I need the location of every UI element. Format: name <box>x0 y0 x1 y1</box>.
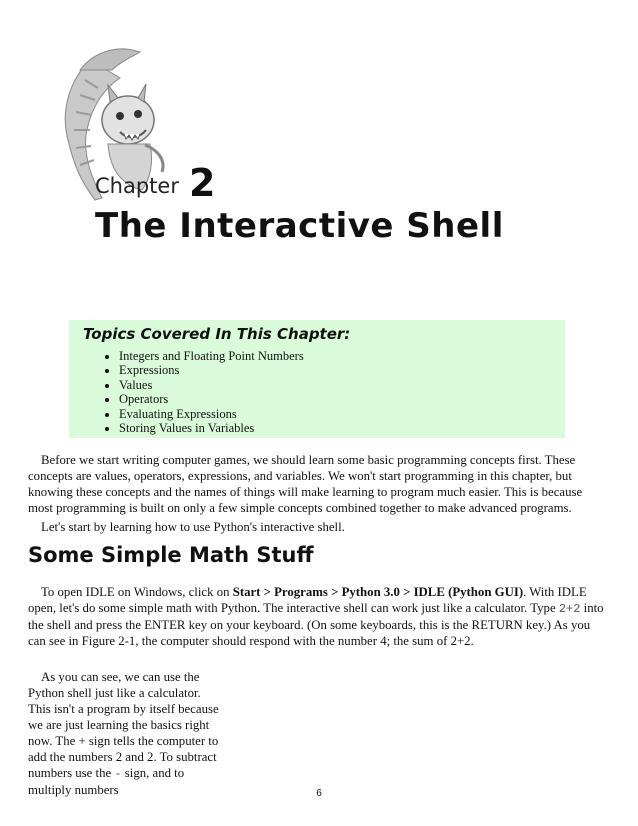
section-heading: Some Simple Math Stuff <box>28 543 314 567</box>
calculator-text-1: As you can see, we can use the Python shell just like a calculator. This isn't a program by itself because we are just learning the basics right now. The + sign tells the computer to add the numbers 2 and 2. To subtract numbers use the <box>28 670 219 780</box>
menu-path: Start > Programs > Python 3.0 > IDLE (Python GUI) <box>232 585 524 599</box>
topic-item: • Expressions <box>119 363 555 377</box>
open-idle-paragraph <box>28 584 610 649</box>
topic-item: • Storing Values in Variables <box>119 421 555 435</box>
chapter-title: The Interactive Shell <box>95 206 504 246</box>
topics-list <box>79 349 555 435</box>
topic-item: • Integers and Floating Point Numbers <box>119 349 555 363</box>
minus-sign: - <box>114 767 122 781</box>
calculator-paragraph <box>28 669 224 798</box>
lets-start-paragraph: Let's start by learning how to use Python's interactive shell. <box>41 520 345 534</box>
page-number: 6 <box>316 788 322 799</box>
topic-item: • Values <box>119 378 555 392</box>
inline-code: 2+2 <box>558 602 581 616</box>
intro-paragraph: Before we start writing computer games, we should learn some basic programming concepts first. These concepts are values, operators, expressions, and variables. We won't start programming in this chapter, but knowing these concepts and the names of things will make learning to program much easier. This is because most programming is built on only a few simple concepts combined together to make advanced programs. <box>28 453 583 515</box>
open-idle-text-2: . With IDLE open, let's do some simple math with Python. The interactive shell can work just like a calculator. Type <box>28 585 587 615</box>
topics-box <box>69 320 565 438</box>
open-idle-text-3: into the shell and press the ENTER key on your keyboard. (On some keyboards, this is the RETURN key.) As you can see in Figure 2-1, the computer should respond with the number 4; the sum of 2+2. <box>28 601 604 648</box>
open-idle-text-1: To open IDLE on Windows, click on <box>41 585 233 599</box>
chapter-number: 2 <box>188 161 216 205</box>
chapter-label <box>95 161 216 205</box>
chapter-word: Chapter <box>95 174 179 198</box>
calculator-text-2: sign, and to multiply numbers <box>28 766 185 797</box>
topic-item: • Operators <box>119 392 555 406</box>
topics-heading: Topics Covered In This Chapter: <box>83 325 351 343</box>
topic-item: • Evaluating Expressions <box>119 407 555 421</box>
